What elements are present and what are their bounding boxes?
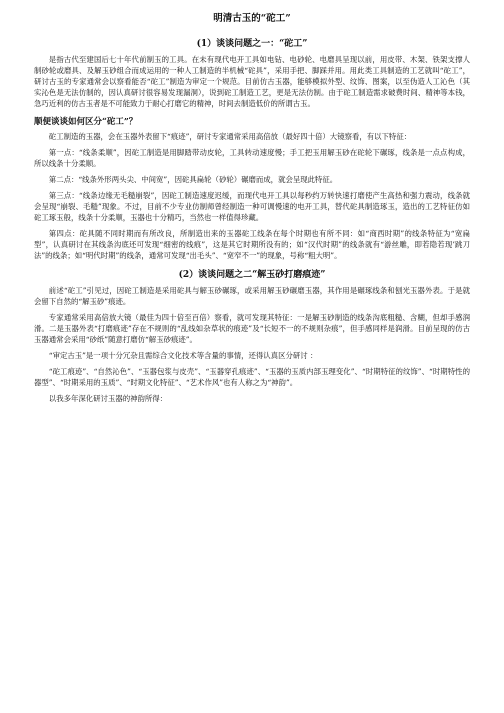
paragraph: “砣工痕迹”、“自然沁色”、“玉器包浆与皮壳”、“玉器穿孔痕迹”、“玉器的玉质内部玉理变化”、“时期特征的纹饰”、“时期特性的器型”、“时期采用的玉质”、“时期文化特征”、“艺术作风”也有人称之为“神韵”。 — [34, 367, 470, 387]
paragraph: 前述“砣工”引见过，因砣工制造是采用砣具与解玉砂碾琢，或采用解玉砂碾磨玉器，其作用是碾琢线条和刨光玉器外表。于是就会留下自然的“解玉砂”痕迹。 — [34, 286, 471, 306]
document-title: 明清古玉的“砣工” — [213, 13, 291, 24]
paragraph-point-1: 第一点：“线条柔顺”，因砣工制造是用脚踏带动皮轮，工具转动速度慢；手工把玉用解玉砂在砣轮下碾琢，线条是一点点构成，所以线条十分柔顺。 — [34, 148, 471, 168]
paragraph: 是指古代至建国后七十年代前制玉的工具。在未有现代电开工具如电钻、电砂轮、电磨具呈现以前，用皮带、木架、铁架支撑人制砂轮或磨具、及解玉砂组合而成运用的一种人工制造的半机械“砣具”，采用手把、脚踩并用。用此类工具制造的工艺就叫“砣工”，研讨古玉的专家通常会以察看能否“砣工”制造为审定一个规范。目前仿古玉器，能够模拟外型、纹饰、图案，以至伪造人工沁色（其实沁色是无法仿制的，因认真研讨很容易发现漏洞），说到砣工制造工艺，更是无法仿制。由于砣工制造需求破费时间、精神等本钱，急巧近利的仿古玉者是不可能致力于耐心打磨它的精神，时间去制造低价的所谓古玉。 — [34, 55, 470, 108]
paragraph-point-4: 第四点：砣具随不同时期而有所改良，所制造出来的玉器砣工线条在每个时期也有所不同：如“商西时期”的线条特征为“宽扁型”，认真研讨在其线条沟底还可发现“细密的线痕”，这是其它时期所没有的；如“汉代时期”的线条就有“游丝雕，即若隐若现’跳刀法”的线条；如“明代时期”的线条，通常可发现“出毛头”、“宽窄不一”的现象，号称“粗大明”。 — [34, 229, 470, 260]
paragraph-point-3: 第三点：“线条边缘无毛糙崩裂”，因砣工制造速度迟缓，而现代电开工具以每秒约万转快速打磨使产生高热和强力震动，线条就会呈现“崩裂、毛糙”现象。不过，目前不少专业仿制师曾经制造一种可调慢速的电开工具，替代砣具制造琢玉，造出的工艺特征仿如砣工琢玉般，线条十分柔顺，玉器也十分精巧，当然也一样值得珍藏。 — [34, 191, 470, 222]
paragraph: 砣工制造的玉器，会在玉器外表留下“痕迹”，研讨专家通常采用高倍放（最好四十倍）大镜察看，有以下特征： — [48, 132, 412, 141]
paragraph: 以我多年深化研讨玉器的神韵所得： — [48, 394, 168, 403]
paragraph: “审定古玉”是一项十分冗杂且需综合文化技术等含量的事情，还得认真区分研讨 ： — [48, 351, 318, 360]
paragraph: 专家通常采用高倍放大镜（最佳为四十倍至百倍）察看，就可发现其特征：一是解玉砂制造的线条沟底粗糙、含糊，但却手感润滑。二是玉器外表“打磨痕迹”存在不规则的“乱线如杂草状的痕迹”及“长短不一的不规则杂痕”，但手感同样是润滑。目前呈现的仿古玉器通常会采用“砂纸”随意打磨仿“解玉砂痕迹”。 — [34, 313, 470, 344]
section-heading-1: (1）谈谈问题之一：“砣工” — [196, 39, 308, 49]
paragraph-point-2: 第二点：“线条外形两头尖、中间宽”，因砣具扁轮（砂轮）碾磨而成，就会呈现此特征。 — [48, 175, 338, 184]
section-heading-2: (2）谈谈问题之二“解玉砂打磨痕迹” — [178, 270, 326, 280]
subheading-how-to-distinguish: 顺便谈谈如何区分“砣工”？ — [34, 117, 138, 127]
